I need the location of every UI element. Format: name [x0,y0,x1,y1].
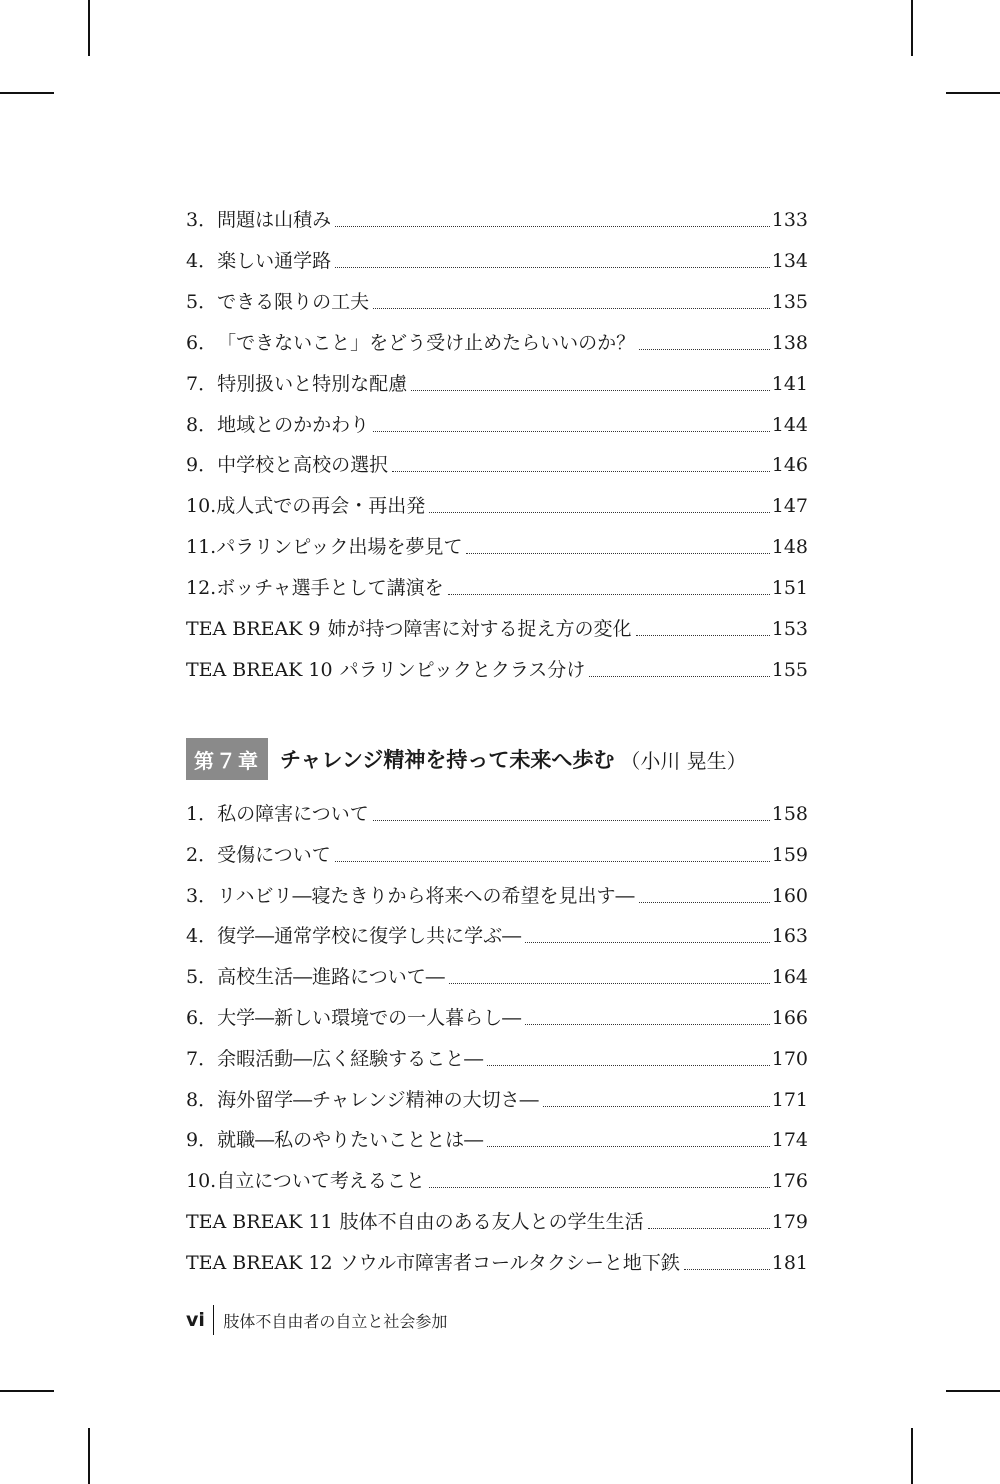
toc-entry-number: 5． [186,966,218,989]
toc-entry-title: パラリンピック出場を夢見て [216,536,463,559]
toc-entry-page: 179 [771,1211,808,1233]
toc-entry[interactable] [186,878,808,908]
page-footer [186,1305,447,1335]
toc-entry-number: 8． [186,413,218,436]
toc-entry[interactable] [186,837,808,867]
toc-entry[interactable] [186,529,808,559]
toc-entry[interactable] [186,447,808,477]
toc-entry-number: TEA BREAK 11 [186,1211,333,1233]
toc-entry[interactable] [186,796,808,826]
toc-entry[interactable] [186,1245,808,1275]
toc-entry-title: 成人式での再会・再出発 [216,495,426,518]
crop-mark [88,0,90,56]
toc-entry-page: 144 [771,413,808,436]
toc-entry-title: 中学校と高校の選択 [217,454,389,477]
toc-entry-page: 158 [771,803,808,825]
toc-entry[interactable] [186,1204,808,1234]
toc-entry[interactable] [186,959,808,989]
page-folio: vi [186,1309,205,1331]
dot-leader [589,676,769,677]
toc-entry[interactable] [186,202,808,232]
toc-entry-title: 自立について考えること [216,1170,425,1193]
toc-entry-title: 「できないこと」をどう受け止めたらいいのか？ [217,331,636,354]
dot-leader [543,1106,770,1107]
crop-mark [0,92,54,94]
dot-leader [392,471,770,472]
toc-entry-page: 160 [771,884,808,907]
toc-entry-number: TEA BREAK 9 [186,618,321,640]
toc-entry-page: 155 [771,658,808,681]
toc-entry-page: 181 [771,1251,808,1274]
toc-entry-number: 8． [186,1088,218,1111]
toc-entry-page: 171 [771,1088,808,1111]
toc-entry-number: 1． [186,803,218,825]
crop-mark [946,1390,1000,1392]
toc-entry-page: 141 [771,372,808,395]
toc-entry-number: 7． [186,372,218,395]
toc-entry-page: 134 [771,249,808,272]
toc-entry[interactable] [186,918,808,948]
toc-entry-number: 4． [186,925,218,948]
crop-mark [911,1428,913,1484]
toc-entry-title: 余暇活動―広く経験すること― [217,1047,484,1070]
toc-entry[interactable] [186,366,808,396]
dot-leader [684,1269,770,1270]
dot-leader [429,1187,770,1188]
toc-entry-number: 3． [186,209,218,231]
toc-entry-page: 176 [771,1170,808,1193]
toc-entry-title: 復学―通常学校に復学し共に学ぶ― [217,925,522,948]
toc-entry-page: 174 [771,1129,808,1152]
toc-entry-page: 151 [771,577,808,600]
toc-entry-number: 6． [186,331,218,354]
dot-leader [449,983,770,984]
dot-leader [448,594,770,595]
toc-entry-title: 私の障害について [217,803,369,825]
dot-leader [429,512,770,513]
toc-entry-page: 163 [771,925,808,948]
footer-separator [213,1305,215,1335]
toc-entry-title: 問題は山積み [217,209,332,231]
toc-entry-number: 7． [186,1047,218,1070]
dot-leader [335,226,770,227]
toc-entry[interactable] [186,1122,808,1152]
toc-entry[interactable] [186,570,808,600]
toc-entry-title: 就職―私のやりたいこととは― [217,1129,484,1152]
dot-leader [648,1228,770,1229]
toc-entry-page: 153 [771,618,808,640]
dot-leader [335,267,770,268]
chapter-title: チャレンジ精神を持って未来へ歩む [280,748,615,772]
crop-mark [88,1428,90,1484]
crop-mark [946,92,1000,94]
dot-leader [373,308,770,309]
chapter-heading [186,738,747,780]
toc-entry-number: 10. [186,495,217,518]
toc-entry-title: できる限りの工夫 [217,290,370,313]
toc-entry[interactable] [186,1082,808,1112]
toc-entry-title: リハビリ―寝たきりから将来への希望を見出す― [217,884,635,907]
toc-entry-title: 海外留学―チャレンジ精神の大切さ― [217,1088,539,1111]
toc-entry-page: 148 [771,536,808,559]
chapter-badge: 第７章 [186,738,268,780]
toc-entry[interactable] [186,243,808,273]
dot-leader [525,942,770,943]
dot-leader [487,1065,770,1066]
dot-leader [373,431,770,432]
crop-mark [911,0,913,56]
dot-leader [335,861,770,862]
toc-entry-number: 11. [186,536,217,559]
toc-entry-page: 159 [771,843,808,866]
toc-entry-title: パラリンピックとクラス分け [339,658,586,681]
dot-leader [639,349,770,350]
toc-entry-title: 大学―新しい環境での一人暮らし― [217,1007,522,1029]
toc-entry[interactable] [186,652,808,682]
dot-leader [639,902,770,903]
toc-entry-title: 地域とのかかわり [217,413,370,436]
toc-entry-page: 138 [771,331,808,354]
toc-entry[interactable] [186,1163,808,1193]
toc-entry[interactable] [186,284,808,314]
toc-entry[interactable] [186,488,808,518]
toc-entry-title: 肢体不自由のある友人との学生生活 [339,1211,644,1233]
crop-mark [0,1390,54,1392]
toc-entry-title: ソウル市障害者コールタクシーと地下鉄 [339,1251,680,1274]
toc-entry-page: 166 [771,1007,808,1029]
dot-leader [487,1146,770,1147]
toc-entry-number: 9． [186,454,218,477]
book-title: 肢体不自由者の自立と社会参加 [223,1311,448,1331]
toc-entry-number: 5． [186,290,218,313]
toc-entry-page: 164 [771,966,808,989]
toc-entry-page: 170 [771,1047,808,1070]
toc-entry-title: 特別扱いと特別な配慮 [217,372,408,395]
toc-entry-number: 10. [186,1170,217,1193]
toc-entry-number: TEA BREAK 10 [186,658,333,681]
toc-entry-title: 受傷について [217,843,331,866]
toc-entry[interactable] [186,1041,808,1071]
toc-entry-page: 146 [771,454,808,477]
toc-entry-number: 9． [186,1129,218,1152]
chapter-author: （小川 晃生） [620,748,747,773]
toc-entry-page: 147 [771,495,808,518]
toc-entry-number: TEA BREAK 12 [186,1251,333,1274]
dot-leader [373,820,770,821]
toc-entry-page: 133 [771,209,808,231]
toc-entry[interactable] [186,407,808,437]
toc-entry-page: 135 [771,290,808,313]
toc-entry[interactable] [186,611,808,641]
toc-entry-number: 12. [186,577,217,600]
dot-leader [525,1024,770,1025]
toc-entry-number: 2． [186,843,218,866]
toc-entry-number: 6． [186,1007,218,1029]
dot-leader [466,553,769,554]
toc-entry-title: 姉が持つ障害に対する捉え方の変化 [327,618,632,640]
dot-leader [636,635,770,636]
toc-entry-title: 高校生活―進路について― [217,966,445,989]
toc-entry[interactable] [186,325,808,355]
dot-leader [411,390,770,391]
toc-entry[interactable] [186,1000,808,1030]
toc-entry-title: ボッチャ選手として講演を [216,577,444,600]
toc-entry-number: 4． [186,249,218,272]
toc-entry-number: 3． [186,884,218,907]
toc-entry-title: 楽しい通学路 [217,249,332,272]
